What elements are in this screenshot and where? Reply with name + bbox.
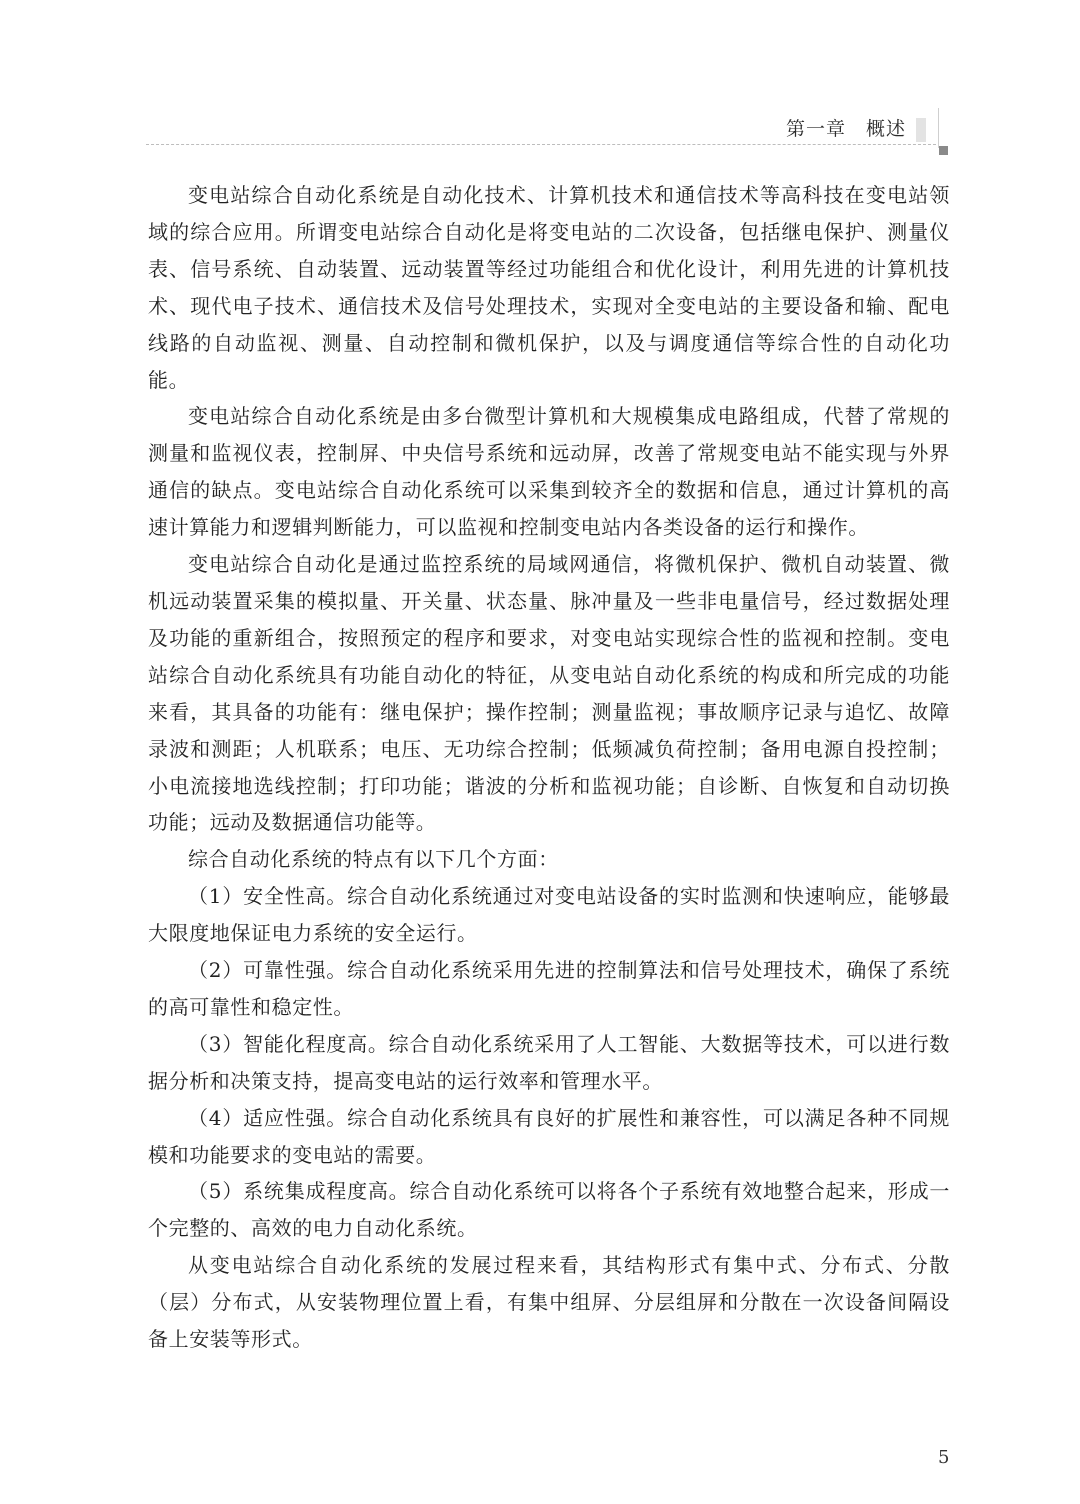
list-item: （5）系统集成程度高。综合自动化系统可以将各个子系统有效地整合起来，形成一个完整的、高效的电力自动化系统。 (148, 1179, 950, 1241)
header-tab-marker (916, 118, 926, 142)
chapter-title: 第一章 概述 (785, 118, 906, 140)
paragraph: 变电站综合自动化系统是由多台微型计算机和大规模集成电路组成，代替了常规的测量和监视仪表，控制屏、中央信号系统和远动屏，改善了常规变电站不能实现与外界通信的缺点。变电站综合自动化系统可以采集到较齐全的数据和信息，通过计算机的高速计算能力和逻辑判断能力，可以监视和控制变电站内各类设备的运行和操作。 (148, 404, 950, 540)
paragraph: 从变电站综合自动化系统的发展过程来看，其结构形式有集中式、分布式、分散（层）分布式，从安装物理位置上看，有集中组屏、分层组屏和分散在一次设备间隔设备上安装等形式。 (148, 1253, 950, 1352)
list-item: （3）智能化程度高。综合自动化系统采用了人工智能、大数据等技术，可以进行数据分析和决策支持，提高变电站的运行效率和管理水平。 (148, 1031, 950, 1093)
list-item: （4）适应性强。综合自动化系统具有良好的扩展性和兼容性，可以满足各种不同规模和功能要求的变电站的需要。 (148, 1105, 950, 1167)
list-item: （1）安全性高。综合自动化系统通过对变电站设备的实时监测和快速响应，能够最大限度地保证电力系统的安全运行。 (148, 884, 950, 946)
body-text (148, 177, 950, 1358)
header-vertical-rule (938, 108, 939, 148)
paragraph: 综合自动化系统的特点有以下几个方面： (188, 847, 559, 872)
running-header (146, 110, 936, 144)
page-number: 5 (938, 1447, 950, 1468)
paragraph: 变电站综合自动化系统是自动化技术、计算机技术和通信技术等高科技在变电站领域的综合应用。所谓变电站综合自动化是将变电站的二次设备，包括继电保护、测量仪表、信号系统、自动装置、远动装置等经过功能组合和优化设计，利用先进的计算机技术、现代电子技术、通信技术及信号处理技术，实现对全变电站的主要设备和输、配电线路的自动监视、测量、自动控制和微机保护，以及与调度通信等综合性的自动化功能。 (148, 183, 950, 392)
paragraph: 变电站综合自动化是通过监控系统的局域网通信，将微机保护、微机自动装置、微机远动装置采集的模拟量、开关量、状态量、脉冲量及一些非电量信号，经过数据处理及功能的重新组合，按照预定的程序和要求，对变电站实现综合性的监视和控制。变电站综合自动化系统具有功能自动化的特征，从变电站自动化系统的构成和所完成的功能来看，其具备的功能有：继电保护；操作控制；测量监视；事故顺序记录与追忆、故障录波和测距；人机联系；电压、无功综合控制；低频减负荷控制；备用电源自投控制；小电流接地选线控制；打印功能；谐波的分析和监视功能；自诊断、自恢复和自动切换功能；远动及数据通信功能等。 (148, 552, 950, 835)
header-divider (146, 144, 936, 145)
list-item: （2）可靠性强。综合自动化系统采用先进的控制算法和信号处理技术，确保了系统的高可靠性和稳定性。 (148, 958, 950, 1019)
header-corner-mark (939, 146, 948, 155)
